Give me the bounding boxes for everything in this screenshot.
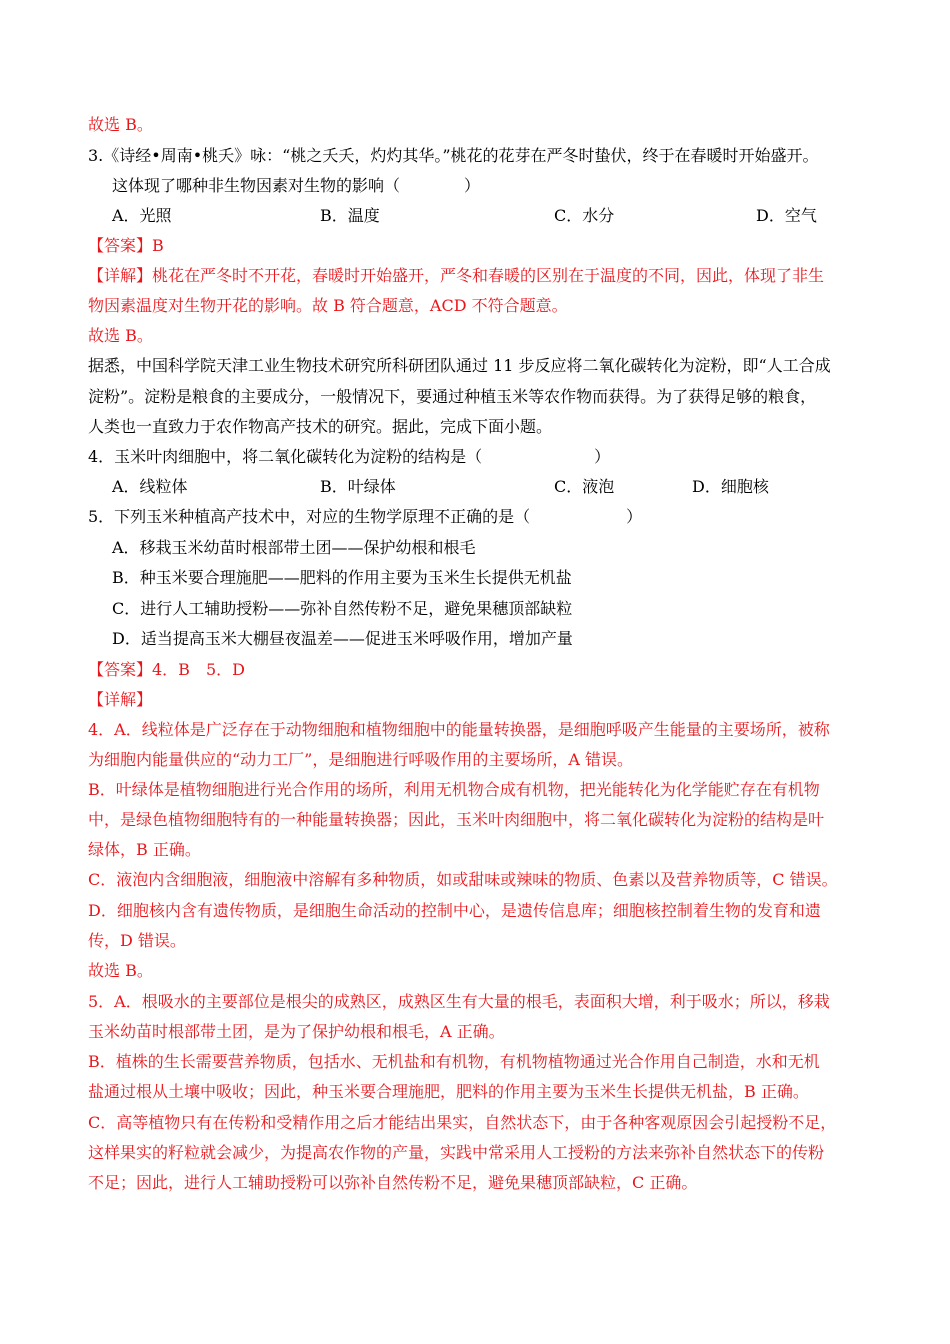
explanation-line: 盐通过根从土壤中吸收；因此，种玉米要合理施肥，肥料的作用主要为玉米生长提供无机盐，B 正确。 xyxy=(88,1082,809,1101)
explanation-line: B．叶绿体是植物细胞进行光合作用的场所，利用无机物合成有机物，把光能转化为化学能贮存在有机物 xyxy=(88,780,820,799)
question-3-stem: 3.《诗经•周南•桃夭》咏：“桃之夭夭，灼灼其华。”桃花的花芽在严冬时蛰伏，终于在春暖时开始盛开。 xyxy=(88,146,819,165)
passage-line: 淀粉”。淀粉是粮食的主要成分，一般情况下，要通过种植玉米等农作物而获得。为了获得足够的粮食， xyxy=(88,387,817,406)
text-line: 故选 B。 xyxy=(88,326,153,345)
explanation-line: 绿体，B 正确。 xyxy=(88,840,201,859)
explanation-line: D．细胞核内含有遗传物质，是细胞生命活动的控制中心，是遗传信息库；细胞核控制着生物的发育和遗 xyxy=(88,901,821,920)
q3-option-c: C．水分 xyxy=(554,206,615,225)
explanation-label: 【详解】 xyxy=(88,690,153,709)
q4-option-b: B．叶绿体 xyxy=(320,477,396,496)
explanation-line: 不足；因此，进行人工辅助授粉可以弥补自然传粉不足，避免果穗顶部缺粒，C 正确。 xyxy=(88,1173,698,1192)
explanation-line: 这样果实的籽粒就会减少，为提高农作物的产量，实践中常采用人工授粉的方法来弥补自然状态下的传粉 xyxy=(88,1143,825,1162)
q3-option-b: B．温度 xyxy=(320,206,380,225)
answer-label: 【答案】B xyxy=(88,236,164,255)
answer-label: 【答案】4．B 5．D xyxy=(88,660,245,679)
passage-line: 据悉，中国科学院天津工业生物技术研究所科研团队通过 11 步反应将二氧化碳转化为淀粉，即“人工合成 xyxy=(88,356,831,375)
q5-option-b: B．种玉米要合理施肥——肥料的作用主要为玉米生长提供无机盐 xyxy=(112,568,572,587)
explanation-line: B．植株的生长需要营养物质，包括水、无机盐和有机物，有机物植物通过光合作用自己制造，水和无机 xyxy=(88,1052,820,1071)
explanation-line: 【详解】桃花在严冬时不开花，春暖时开始盛开，严冬和春暖的区别在于温度的不同，因此，体现了非生 xyxy=(88,266,825,285)
explanation-line: 5．A．根吸水的主要部位是根尖的成熟区，成熟区生有大量的根毛，表面积大增，利于吸水；所以，移栽 xyxy=(88,992,830,1011)
q3-option-a: A．光照 xyxy=(112,206,172,225)
text-line: 故选 B。 xyxy=(88,115,153,134)
q3-option-d: D．空气 xyxy=(756,206,817,225)
text-line: 故选 B。 xyxy=(88,961,153,980)
q5-option-a: A．移栽玉米幼苗时根部带土团——保护幼根和根毛 xyxy=(112,538,476,557)
question-3-stem-cont: 这体现了哪种非生物因素对生物的影响（ ） xyxy=(112,176,481,195)
explanation-line: 传，D 错误。 xyxy=(88,931,186,950)
explanation-line: 玉米幼苗时根部带土团，是为了保护幼根和根毛，A 正确。 xyxy=(88,1022,505,1041)
q4-option-c: C．液泡 xyxy=(554,477,615,496)
explanation-line: 中，是绿色植物细胞特有的一种能量转换器；因此，玉米叶肉细胞中，将二氧化碳转化为淀粉的结构是叶 xyxy=(88,810,825,829)
explanation-line: 为细胞内能量供应的“动力工厂”，是细胞进行呼吸作用的主要场所，A 错误。 xyxy=(88,750,634,769)
explanation-line: C．液泡内含细胞液，细胞液中溶解有多种物质，如或甜味或辣味的物质、色素以及营养物质等，C 错误。 xyxy=(88,870,838,889)
q5-option-d: D．适当提高玉米大棚昼夜温差——促进玉米呼吸作用，增加产量 xyxy=(112,629,573,648)
passage-line: 人类也一直致力于农作物高产技术的研究。据此，完成下面小题。 xyxy=(88,417,553,436)
q5-option-c: C．进行人工辅助授粉——弥补自然传粉不足，避免果穗顶部缺粒 xyxy=(112,599,573,618)
question-5-stem: 5．下列玉米种植高产技术中，对应的生物学原理不正确的是（ ） xyxy=(88,507,643,526)
explanation-line: C．高等植物只有在传粉和受精作用之后才能结出果实，自然状态下，由于各种客观原因会引起授粉不足， xyxy=(88,1113,837,1132)
question-4-stem: 4．玉米叶肉细胞中，将二氧化碳转化为淀粉的结构是（ ） xyxy=(88,447,611,466)
q4-option-d: D．细胞核 xyxy=(692,477,769,496)
explanation-line: 物因素温度对生物开花的影响。故 B 符合题意，ACD 不符合题意。 xyxy=(88,296,568,315)
q4-option-a: A．线粒体 xyxy=(112,477,188,496)
explanation-line: 4．A．线粒体是广泛存在于动物细胞和植物细胞中的能量转换器，是细胞呼吸产生能量的主要场所，被称 xyxy=(88,720,830,739)
